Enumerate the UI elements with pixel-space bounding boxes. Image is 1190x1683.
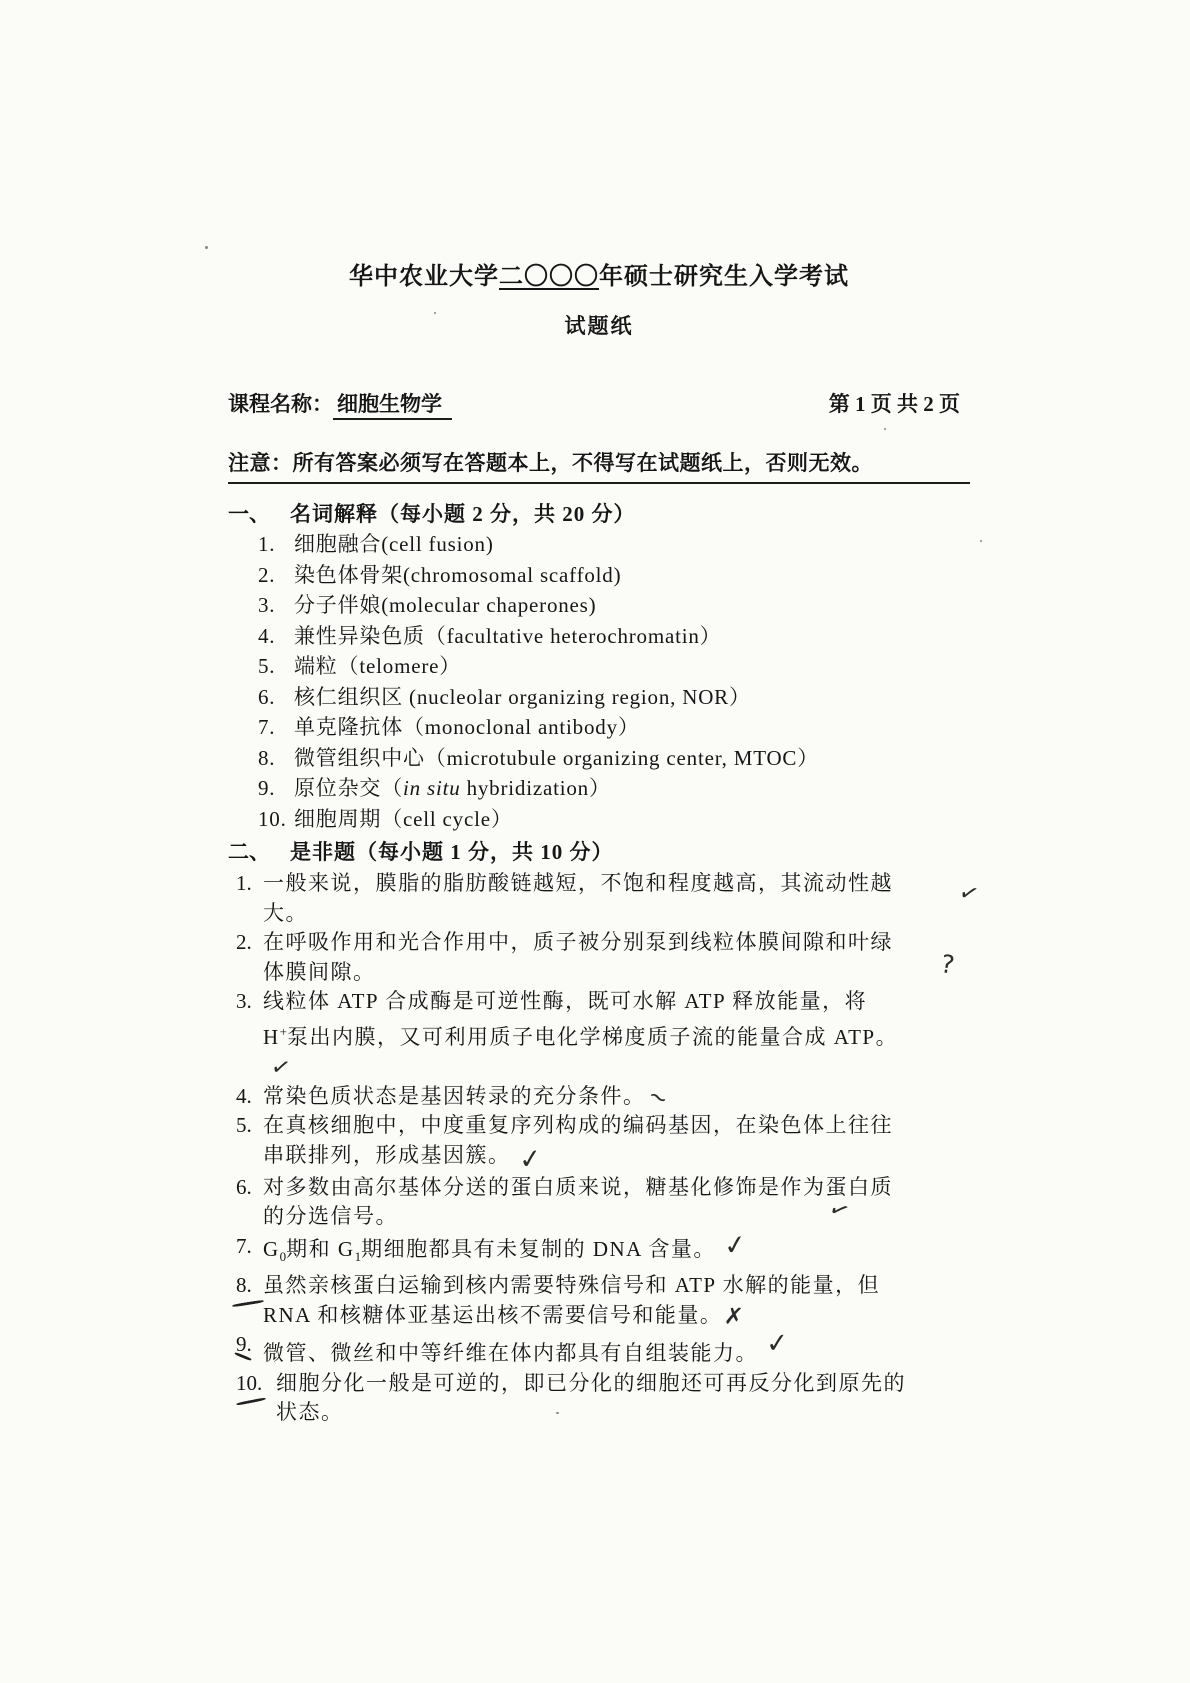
scan-speck: [205, 246, 208, 249]
item-text: 微管组织中心（microtubule organizing center, MTOC）: [294, 745, 820, 770]
tf-question-6: [236, 1173, 970, 1232]
tf-question-7: [236, 1227, 970, 1272]
handwritten-check-icon: ✓: [824, 1194, 856, 1228]
question-text-part: 常染色质状态是基因转录的充分条件。: [263, 1083, 646, 1108]
question-text: 一般来说，膜脂的脂肪酸链越短，不饱和程度越高，其流动性越大。: [263, 871, 893, 925]
item-text-italic: in situ: [403, 776, 461, 800]
handwritten-check-icon: ✓: [764, 1327, 792, 1360]
truefalse-list: [236, 869, 984, 1428]
term-item: [258, 712, 970, 743]
handwritten-check-icon: ✓: [268, 1053, 295, 1083]
question-text-part: 虽然亲核蛋白运输到核内需要特殊信号和 ATP 水解的能量，但 RNA 和核糖体亚基运出核不需要信号和能量。: [263, 1273, 881, 1327]
tf-question-9: [236, 1327, 970, 1369]
item-text: 核仁组织区 (nucleolar organizing region, NOR）: [294, 684, 751, 709]
question-text: [263, 987, 911, 1082]
question-text-part: 期细胞都具有未复制的 DNA 含量。: [361, 1236, 716, 1261]
question-number: 2.: [236, 930, 252, 954]
course-row: [228, 390, 970, 418]
question-number: 3.: [236, 989, 252, 1013]
section1-heading: [228, 499, 970, 529]
question-number: 5.: [236, 1113, 252, 1137]
question-text: [263, 1271, 911, 1330]
handwritten-question-mark-icon: ?: [938, 949, 958, 980]
tf-question-2: [236, 928, 970, 987]
handwritten-check-icon: ✓: [721, 1227, 751, 1263]
question-text: [263, 1082, 911, 1112]
question-text: 对多数由高尔基体分送的蛋白质来说，糖基化修饰是作为蛋白质的分选信号。: [263, 1174, 893, 1228]
tf-question-4: [236, 1082, 970, 1112]
term-item: [258, 773, 970, 804]
tf-question-1: [236, 869, 984, 928]
item-text: 单克隆抗体（monoclonal antibody）: [294, 715, 640, 739]
term-item: [258, 682, 970, 713]
question-text-part: 泵出内膜，又可利用质子电化学梯度质子流的能量合成 ATP。: [287, 1024, 899, 1049]
question-number: 10.: [236, 1370, 263, 1395]
exam-title-suffix: 年硕士研究生入学考试: [599, 264, 849, 290]
item-number: 3.: [258, 593, 276, 617]
item-text: 端粒（telomere）: [294, 654, 462, 678]
question-number: 4.: [236, 1083, 252, 1108]
question-text: [263, 1111, 911, 1176]
course-field: [228, 390, 452, 418]
question-number: 6.: [236, 1174, 252, 1199]
subscript: 0: [279, 1248, 287, 1264]
subscript: 1: [354, 1248, 362, 1264]
exam-title-year: 二〇〇〇: [499, 264, 599, 290]
question-text: [263, 1327, 911, 1369]
item-text-part: 原位杂交（: [294, 776, 403, 800]
tf-question-8: [236, 1271, 970, 1330]
item-text: 细胞融合(cell fusion): [294, 532, 494, 556]
exam-title: [228, 260, 970, 294]
item-number: 9.: [258, 776, 276, 800]
term-list: [258, 529, 970, 834]
item-number: 7.: [258, 715, 276, 739]
question-number: 8.: [236, 1273, 252, 1297]
paper-subtitle: 试题纸: [564, 314, 634, 338]
question-text: 细胞分化一般是可逆的，即已分化的细胞还可再反分化到原先的状态。: [276, 1370, 906, 1424]
question-text: [263, 1227, 911, 1272]
page-indicator: 第 1 页 共 2 页: [828, 392, 960, 416]
section1-number: 一、: [228, 502, 270, 526]
handwritten-cross-icon: ✗: [723, 1302, 747, 1331]
question-text: 在呼吸作用和光合作用中，质子被分别泵到线粒体膜间隙和叶绿体膜间隙。: [263, 930, 893, 984]
item-number: 8.: [258, 745, 276, 770]
item-number: 1.: [258, 532, 276, 556]
handwritten-check-icon: ✓: [955, 878, 984, 910]
item-text: 染色体骨架(chromosomal scaffold): [294, 562, 622, 587]
course-name: 细胞生物学: [333, 392, 452, 420]
superscript: +: [279, 1023, 288, 1039]
term-item: [258, 804, 970, 835]
item-text-part: hybridization）: [460, 776, 611, 800]
section2-number: 二、: [228, 840, 270, 864]
term-item: [258, 621, 970, 652]
handwritten-check-icon: ✓: [516, 1142, 545, 1176]
question-number: 9.: [236, 1332, 252, 1356]
item-number: 5.: [258, 654, 276, 678]
question-number: 1.: [236, 871, 252, 895]
item-text: 分子伴娘(molecular chaperones): [294, 593, 597, 617]
question-number: 7.: [236, 1233, 252, 1258]
question-text-part: 期和 G: [286, 1236, 355, 1261]
question-text-part: 在真核细胞中，中度重复序列构成的编码基因，在染色体上往往串联排列，形成基因簇。: [263, 1113, 893, 1167]
tf-question-10: [236, 1369, 970, 1428]
tf-question-3: [236, 987, 970, 1082]
item-text: 细胞周期（cell cycle）: [294, 806, 513, 831]
question-text-part: 微管、微丝和中等纤维在体内都具有自组装能力。: [263, 1341, 758, 1365]
item-number: 6.: [258, 684, 276, 709]
tf-question-5: [236, 1111, 970, 1176]
item-number: 4.: [258, 623, 276, 648]
section1-title: 名词解释（每小题 2 分，共 20 分）: [290, 502, 636, 526]
section2-heading: [228, 837, 970, 867]
exam-title-university: 华中农业大学: [349, 264, 499, 290]
term-item: [258, 560, 970, 591]
section2-title: 是非题（每小题 1 分，共 10 分）: [290, 840, 614, 864]
question-text-part: G: [263, 1236, 280, 1261]
term-item: [258, 743, 970, 774]
item-number: 2.: [258, 562, 276, 587]
item-number: 10.: [258, 806, 287, 831]
term-item: [258, 529, 970, 560]
item-text: 兼性异染色质（facultative heterochromatin）: [294, 623, 722, 648]
scan-speck: [980, 540, 982, 542]
term-item: [258, 590, 970, 621]
course-label: 课程名称：: [228, 392, 333, 416]
handwritten-tilde-icon: ~: [642, 1081, 674, 1114]
notice-line: 注意：所有答案必须写在答题本上，不得写在试题纸上，否则无效。: [228, 448, 970, 484]
question-text-part: 线粒体 ATP 合成酶是可逆性酶，既可水解 ATP 释放能量，将 H: [263, 989, 868, 1049]
term-item: [258, 651, 970, 682]
item-text: [294, 773, 611, 804]
page-content: [228, 260, 984, 1428]
